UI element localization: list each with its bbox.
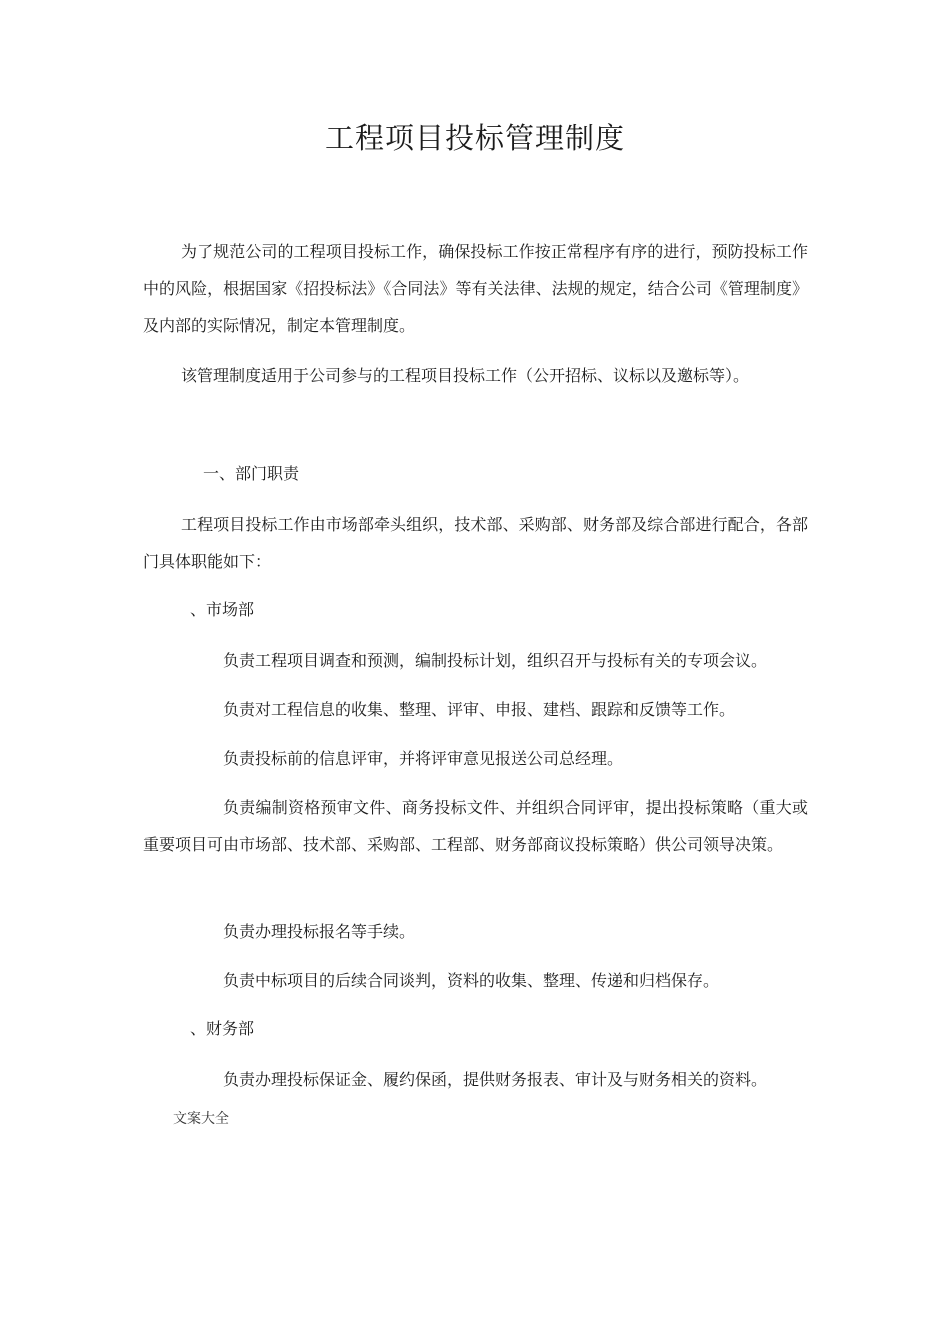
finance-dept-duty-item: 负责办理投标保证金、履约保函，提供财务报表、审计及与财务相关的资料。 — [223, 1070, 768, 1089]
subheading-market-dept: 、市场部 — [190, 600, 255, 619]
market-dept-duty-item: 负责对工程信息的收集、整理、评审、申报、建档、跟踪和反馈等工作。 — [223, 700, 736, 719]
section-heading-department-duties: 一、部门职责 — [203, 464, 300, 483]
market-dept-duty-item: 负责中标项目的后续合同谈判，资料的收集、整理、传递和归档保存。 — [223, 971, 720, 990]
subheading-finance-dept: 、财务部 — [190, 1019, 255, 1038]
market-dept-duty-item: 负责工程项目调查和预测，编制投标计划，组织召开与投标有关的专项会议。 — [223, 651, 768, 670]
intro-paragraph-scope: 该管理制度适用于公司参与的工程项目投标工作（公开招标、议标以及邀标等）。 — [181, 366, 750, 385]
market-dept-duty-item: 负责编制资格预审文件、商务投标文件、并组织合同评审，提出投标策略（重大或重要项目可由市场部、技术部、采购部、工程部、财务部商议投标策略）供公司领导决策。 — [143, 798, 808, 854]
intro-paragraph-purpose: 为了规范公司的工程项目投标工作，确保投标工作按正常程序有序的进行，预防投标工作中的风险，根据国家《招投标法》《合同法》等有关法律、法规的规定，结合公司《管理制度》及内部的实际情况，制定本管理制度。 — [143, 242, 808, 335]
market-dept-duty-item: 负责办理投标报名等手续。 — [223, 922, 416, 941]
page-footer-label: 文案大全 — [173, 1111, 229, 1127]
document-title: 工程项目投标管理制度 — [324, 121, 625, 155]
market-dept-duty-item: 负责投标前的信息评审，并将评审意见报送公司总经理。 — [223, 749, 624, 768]
section-intro-paragraph: 工程项目投标工作由市场部牵头组织，技术部、采购部、财务部及综合部进行配合，各部门具体职能如下： — [143, 515, 808, 571]
